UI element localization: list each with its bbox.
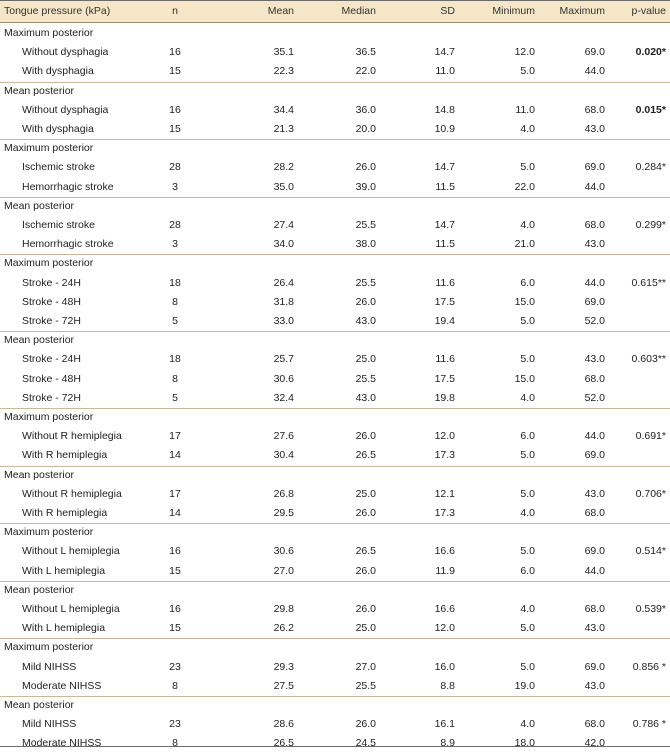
group-title-row xyxy=(0,408,670,427)
group-title: Maximum posterior xyxy=(4,526,94,539)
group-title: Maximum posterior xyxy=(4,641,94,654)
minimum-cell: 4.0 xyxy=(520,718,535,731)
sd-cell: 10.9 xyxy=(434,123,455,135)
p-value-cell: 0.284* xyxy=(635,161,666,174)
n-cell: 23 xyxy=(169,660,181,673)
table-row xyxy=(0,293,670,312)
table-row xyxy=(0,619,670,638)
mean-cell: 32.4 xyxy=(273,391,294,404)
p-value-cell: 0.020* xyxy=(635,46,666,59)
group-title-row xyxy=(0,523,670,542)
sd-cell: 14.8 xyxy=(434,103,455,116)
mean-cell: 26.4 xyxy=(273,276,294,289)
minimum-cell: 5.0 xyxy=(520,449,535,462)
header-median: Median xyxy=(341,5,376,17)
table-header-row xyxy=(0,2,670,21)
median-cell: 26.0 xyxy=(355,430,376,443)
row-label: Stroke - 48H xyxy=(22,372,81,385)
median-cell: 25.5 xyxy=(355,372,376,385)
row-label: Mild NIHSS xyxy=(22,718,77,731)
p-value-cell: 0.603** xyxy=(631,353,666,366)
group-title: Maximum posterior xyxy=(4,257,94,270)
mean-cell: 29.5 xyxy=(273,507,294,519)
n-cell: 3 xyxy=(172,180,178,193)
table-row xyxy=(0,427,670,446)
group-title: Maximum posterior xyxy=(4,411,94,423)
mean-cell: 30.4 xyxy=(273,449,294,462)
n-cell: 17 xyxy=(169,487,181,500)
maximum-cell: 52.0 xyxy=(584,391,605,404)
median-cell: 26.0 xyxy=(355,603,376,615)
header-p-value: p-value xyxy=(631,5,666,17)
mean-cell: 31.8 xyxy=(273,295,294,308)
n-cell: 8 xyxy=(172,372,178,385)
mean-cell: 26.8 xyxy=(273,487,294,500)
group-title-row xyxy=(0,139,670,158)
maximum-cell: 44.0 xyxy=(584,430,605,443)
table-row xyxy=(0,312,670,331)
median-cell: 25.0 xyxy=(355,487,376,500)
row-label: Moderate NIHSS xyxy=(22,679,102,692)
group-title: Mean posterior xyxy=(4,84,75,97)
median-cell: 26.0 xyxy=(355,507,376,519)
row-label: Stroke - 24H xyxy=(22,353,81,366)
p-value-cell xyxy=(610,312,666,331)
minimum-cell: 4.0 xyxy=(520,603,535,615)
maximum-cell: 68.0 xyxy=(584,103,605,116)
median-cell: 24.5 xyxy=(355,737,376,750)
p-value-cell: 0.706* xyxy=(635,487,666,500)
row-label: With L hemiplegia xyxy=(22,564,106,577)
maximum-cell: 69.0 xyxy=(584,449,605,462)
mean-cell: 27.5 xyxy=(273,679,294,692)
median-cell: 26.0 xyxy=(355,295,376,308)
maximum-cell: 43.0 xyxy=(584,353,605,366)
group-title: Mean posterior xyxy=(4,699,75,711)
p-value-cell xyxy=(610,677,666,696)
n-cell: 17 xyxy=(169,430,181,443)
minimum-cell: 6.0 xyxy=(520,430,535,443)
minimum-cell: 5.0 xyxy=(520,161,535,174)
table-row xyxy=(0,542,670,561)
mean-cell: 28.6 xyxy=(273,718,294,731)
row-label: Ischemic stroke xyxy=(22,219,95,231)
median-cell: 26.5 xyxy=(355,449,376,462)
p-value-cell: 0.691* xyxy=(635,430,666,443)
n-cell: 16 xyxy=(169,545,181,558)
sd-cell: 14.7 xyxy=(434,46,455,59)
row-label: With R hemiplegia xyxy=(22,449,108,462)
table-row xyxy=(0,158,670,177)
table-row xyxy=(0,216,670,235)
sd-cell: 19.8 xyxy=(434,391,455,404)
minimum-cell: 18.0 xyxy=(514,737,535,750)
minimum-cell: 4.0 xyxy=(520,123,535,135)
p-value-cell: 0.539* xyxy=(635,603,666,615)
sd-cell: 8.8 xyxy=(440,679,455,692)
table-row xyxy=(0,562,670,581)
group-title-row xyxy=(0,696,670,715)
sd-cell: 14.7 xyxy=(434,161,455,174)
p-value-cell xyxy=(610,178,666,197)
maximum-cell: 44.0 xyxy=(584,65,605,78)
row-label: Moderate NIHSS xyxy=(22,737,102,750)
table-row xyxy=(0,43,670,62)
p-value-cell: 0.856 * xyxy=(632,660,666,673)
median-cell: 25.5 xyxy=(355,679,376,692)
median-cell: 26.5 xyxy=(355,545,376,558)
table-row xyxy=(0,178,670,197)
median-cell: 43.0 xyxy=(355,315,376,327)
maximum-cell: 44.0 xyxy=(584,180,605,193)
maximum-cell: 44.0 xyxy=(584,564,605,577)
table-row xyxy=(0,677,670,696)
maximum-cell: 69.0 xyxy=(584,161,605,174)
mean-cell: 29.8 xyxy=(273,603,294,615)
p-value-cell: 0.514* xyxy=(635,545,666,558)
minimum-cell: 5.0 xyxy=(520,545,535,558)
maximum-cell: 42.0 xyxy=(584,737,605,750)
group-title: Mean posterior xyxy=(4,583,75,596)
group-title-row xyxy=(0,197,670,216)
sd-cell: 11.5 xyxy=(435,238,455,251)
mean-cell: 21.3 xyxy=(273,123,294,135)
mean-cell: 30.6 xyxy=(273,372,294,385)
n-cell: 8 xyxy=(172,295,178,308)
minimum-cell: 5.0 xyxy=(520,487,535,500)
row-label: With dysphagia xyxy=(22,123,94,135)
mean-cell: 22.3 xyxy=(273,65,294,78)
minimum-cell: 15.0 xyxy=(514,295,535,308)
table-bottom-rule xyxy=(0,746,670,747)
sd-cell: 17.3 xyxy=(434,449,455,462)
p-value-cell xyxy=(610,562,666,581)
median-cell: 43.0 xyxy=(355,391,376,404)
group-title-row xyxy=(0,82,670,101)
p-value-cell xyxy=(610,62,666,81)
mean-cell: 28.2 xyxy=(273,161,294,174)
table-row xyxy=(0,658,670,677)
group-title: Mean posterior xyxy=(4,334,75,347)
mean-cell: 29.3 xyxy=(273,660,294,673)
minimum-cell: 21.0 xyxy=(514,238,535,251)
maximum-cell: 68.0 xyxy=(584,507,605,519)
maximum-cell: 69.0 xyxy=(584,295,605,308)
n-cell: 15 xyxy=(169,65,181,78)
group-title: Mean posterior xyxy=(4,199,75,212)
header-tongue-pressure: Tongue pressure (kPa) xyxy=(4,5,111,17)
minimum-cell: 22.0 xyxy=(514,180,535,193)
maximum-cell: 44.0 xyxy=(584,276,605,289)
sd-cell: 14.7 xyxy=(434,219,455,231)
median-cell: 36.0 xyxy=(355,103,376,116)
maximum-cell: 69.0 xyxy=(584,660,605,673)
n-cell: 8 xyxy=(172,679,178,692)
n-cell: 16 xyxy=(169,603,181,615)
table-row xyxy=(0,715,670,734)
sd-cell: 16.1 xyxy=(434,718,455,731)
median-cell: 38.0 xyxy=(355,238,376,251)
p-value-cell xyxy=(610,389,666,408)
p-value-cell xyxy=(610,293,666,312)
median-cell: 27.0 xyxy=(355,660,376,673)
row-label: Without R hemiplegia xyxy=(22,487,122,500)
sd-cell: 17.3 xyxy=(434,507,455,519)
minimum-cell: 4.0 xyxy=(520,391,535,404)
mean-cell: 34.4 xyxy=(273,103,294,116)
n-cell: 5 xyxy=(172,391,178,404)
table-row xyxy=(0,370,670,389)
median-cell: 39.0 xyxy=(355,180,376,193)
n-cell: 8 xyxy=(172,737,178,750)
header-minimum: Minimum xyxy=(492,5,535,17)
p-value-cell xyxy=(610,504,666,523)
mean-cell: 34.0 xyxy=(273,238,294,251)
n-cell: 15 xyxy=(169,564,181,577)
n-cell: 18 xyxy=(169,353,181,366)
sd-cell: 12.0 xyxy=(434,622,455,635)
mean-cell: 35.0 xyxy=(273,180,294,193)
maximum-cell: 43.0 xyxy=(584,238,605,251)
header-mean: Mean xyxy=(267,5,294,17)
row-label: Mild NIHSS xyxy=(22,660,77,673)
minimum-cell: 5.0 xyxy=(520,660,535,673)
group-title-row xyxy=(0,331,670,350)
p-value-cell: 0.299* xyxy=(635,219,666,231)
n-cell: 15 xyxy=(169,123,181,135)
header-maximum: Maximum xyxy=(559,5,605,17)
row-label: With dysphagia xyxy=(22,65,94,78)
mean-cell: 27.4 xyxy=(273,219,294,231)
n-cell: 16 xyxy=(169,103,181,116)
table-row xyxy=(0,485,670,504)
p-value-cell: 0.786 * xyxy=(632,718,666,731)
median-cell: 26.0 xyxy=(355,564,376,577)
n-cell: 14 xyxy=(169,449,181,462)
p-value-cell xyxy=(610,619,666,638)
table-row xyxy=(0,350,670,369)
row-label: Without L hemiplegia xyxy=(22,603,120,615)
median-cell: 25.5 xyxy=(355,219,376,231)
maximum-cell: 69.0 xyxy=(584,545,605,558)
n-cell: 18 xyxy=(169,276,181,289)
group-title-row xyxy=(0,24,670,43)
p-value-cell xyxy=(610,120,666,139)
row-label: Hemorrhagic stroke xyxy=(22,180,114,193)
n-cell: 14 xyxy=(169,507,181,519)
minimum-cell: 5.0 xyxy=(520,622,535,635)
maximum-cell: 43.0 xyxy=(584,487,605,500)
minimum-cell: 5.0 xyxy=(520,353,535,366)
n-cell: 15 xyxy=(169,622,181,635)
minimum-cell: 5.0 xyxy=(520,65,535,78)
sd-cell: 16.6 xyxy=(434,545,455,558)
median-cell: 20.0 xyxy=(355,123,376,135)
maximum-cell: 43.0 xyxy=(584,123,605,135)
median-cell: 25.0 xyxy=(355,353,376,366)
sd-cell: 8.9 xyxy=(440,737,455,750)
sd-cell: 11.6 xyxy=(435,276,455,289)
sd-cell: 16.6 xyxy=(434,603,455,615)
group-title: Mean posterior xyxy=(4,468,75,481)
header-n: n xyxy=(172,5,178,17)
n-cell: 16 xyxy=(169,46,181,59)
p-value-cell xyxy=(610,446,666,465)
mean-cell: 33.0 xyxy=(273,315,294,327)
mean-cell: 25.7 xyxy=(273,353,294,366)
group-title: Maximum posterior xyxy=(4,142,94,155)
p-value-cell xyxy=(610,235,666,254)
median-cell: 25.5 xyxy=(355,276,376,289)
mean-cell: 26.2 xyxy=(273,622,294,635)
minimum-cell: 4.0 xyxy=(520,507,535,519)
p-value-cell xyxy=(610,370,666,389)
median-cell: 36.5 xyxy=(355,46,376,59)
sd-cell: 17.5 xyxy=(434,372,455,385)
sd-cell: 17.5 xyxy=(434,295,455,308)
mean-cell: 27.6 xyxy=(273,430,294,443)
n-cell: 5 xyxy=(172,315,178,327)
n-cell: 23 xyxy=(169,718,181,731)
maximum-cell: 43.0 xyxy=(584,679,605,692)
sd-cell: 11.5 xyxy=(435,180,455,193)
row-label: With L hemiplegia xyxy=(22,622,106,635)
p-value-cell xyxy=(610,734,666,753)
group-title-row xyxy=(0,581,670,600)
minimum-cell: 4.0 xyxy=(520,219,535,231)
maximum-cell: 43.0 xyxy=(584,622,605,635)
row-label: Stroke - 48H xyxy=(22,295,81,308)
row-label: Without L hemiplegia xyxy=(22,545,120,558)
header-sd: SD xyxy=(440,5,455,17)
group-title-row xyxy=(0,638,670,657)
table-row xyxy=(0,120,670,139)
median-cell: 26.0 xyxy=(355,718,376,731)
row-label: Without dysphagia xyxy=(22,103,109,116)
table-row xyxy=(0,62,670,81)
median-cell: 22.0 xyxy=(355,65,376,78)
table-row xyxy=(0,734,670,753)
minimum-cell: 5.0 xyxy=(520,315,535,327)
row-label: With R hemiplegia xyxy=(22,507,108,519)
maximum-cell: 68.0 xyxy=(584,219,605,231)
minimum-cell: 11.0 xyxy=(515,103,535,116)
mean-cell: 30.6 xyxy=(273,545,294,558)
row-label: Ischemic stroke xyxy=(22,161,95,174)
minimum-cell: 15.0 xyxy=(514,372,535,385)
maximum-cell: 69.0 xyxy=(584,46,605,59)
minimum-cell: 12.0 xyxy=(514,46,535,59)
row-label: Stroke - 72H xyxy=(22,391,81,404)
maximum-cell: 68.0 xyxy=(584,718,605,731)
sd-cell: 16.0 xyxy=(434,660,455,673)
maximum-cell: 68.0 xyxy=(584,372,605,385)
median-cell: 25.0 xyxy=(355,622,376,635)
mean-cell: 27.0 xyxy=(273,564,294,577)
n-cell: 3 xyxy=(172,238,178,251)
sd-cell: 11.0 xyxy=(435,65,455,78)
sd-cell: 19.4 xyxy=(434,315,455,327)
minimum-cell: 6.0 xyxy=(520,564,535,577)
minimum-cell: 6.0 xyxy=(520,276,535,289)
table-row xyxy=(0,600,670,619)
group-title: Maximum posterior xyxy=(4,27,94,39)
maximum-cell: 68.0 xyxy=(584,603,605,615)
p-value-cell: 0.615** xyxy=(631,276,666,289)
minimum-cell: 19.0 xyxy=(514,679,535,692)
group-title-row xyxy=(0,254,670,273)
sd-cell: 11.9 xyxy=(435,564,455,577)
maximum-cell: 52.0 xyxy=(584,315,605,327)
p-value-cell: 0.015* xyxy=(635,103,666,116)
sd-cell: 11.6 xyxy=(435,353,455,366)
table-row xyxy=(0,101,670,120)
row-label: Stroke - 72H xyxy=(22,315,81,327)
group-title-row xyxy=(0,466,670,485)
table-row xyxy=(0,274,670,293)
mean-cell: 35.1 xyxy=(273,46,294,59)
table-row xyxy=(0,235,670,254)
sd-cell: 12.0 xyxy=(434,430,455,443)
row-label: Without dysphagia xyxy=(22,46,109,59)
sd-cell: 12.1 xyxy=(434,487,455,500)
row-label: Hemorrhagic stroke xyxy=(22,238,114,251)
n-cell: 28 xyxy=(169,161,181,174)
mean-cell: 26.5 xyxy=(273,737,294,750)
row-label: Without R hemiplegia xyxy=(22,430,122,443)
table-row xyxy=(0,389,670,408)
table-row xyxy=(0,504,670,523)
median-cell: 26.0 xyxy=(355,161,376,174)
n-cell: 28 xyxy=(169,219,181,231)
row-label: Stroke - 24H xyxy=(22,276,81,289)
table-row xyxy=(0,446,670,465)
